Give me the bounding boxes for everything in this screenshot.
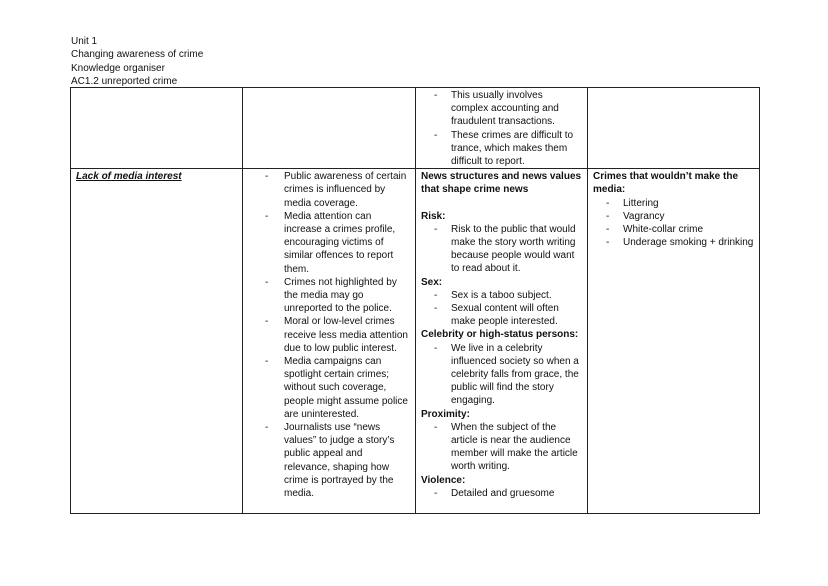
- dash-bullet: -: [265, 210, 269, 222]
- list-item-text: Media attention can increase a crimes profile, encouraging victims of similar offences to report them.: [284, 210, 396, 275]
- list-item-text: White-collar crime: [623, 224, 704, 236]
- violence-list: [421, 487, 582, 500]
- dash-bullet: -: [434, 421, 438, 433]
- list-item-text: Detailed and gruesome: [451, 487, 555, 499]
- knowledge-table: [70, 87, 760, 514]
- risk-list: [421, 223, 582, 276]
- dash-bullet: -: [434, 90, 438, 101]
- crimes-not-in-media-title: Crimes that wouldn’t make the media:: [593, 171, 739, 196]
- list-item: [421, 89, 582, 129]
- list-item-text: Vagrancy: [623, 210, 665, 222]
- list-item-text: Sex is a taboo subject.: [451, 289, 552, 301]
- dash-bullet: -: [606, 210, 610, 222]
- dash-bullet: -: [606, 197, 610, 209]
- list-item: [421, 302, 582, 328]
- list-item-text: Public awareness of certain crimes is influenced by media coverage.: [284, 171, 407, 209]
- list-item: [593, 236, 754, 249]
- dash-bullet: -: [606, 224, 610, 236]
- row1-col2: [243, 88, 416, 169]
- row-label: Lack of media interest: [76, 171, 182, 183]
- dash-bullet: -: [265, 276, 269, 288]
- dash-bullet: -: [434, 223, 438, 235]
- list-item-text: Moral or low-level crimes receive less media attention due to low public interest.: [284, 316, 408, 354]
- list-item: [248, 210, 410, 276]
- celebrity-list: [421, 342, 582, 408]
- list-item: [421, 223, 582, 276]
- row1-col3-list: [421, 89, 582, 168]
- row2-col3: [416, 169, 588, 514]
- list-item: [248, 421, 410, 500]
- list-item: [421, 421, 582, 474]
- row1-col1: [71, 88, 243, 169]
- section-heading-proximity: Proximity:: [421, 408, 470, 420]
- section-heading-risk: Risk:: [421, 210, 446, 222]
- dash-bullet: -: [606, 237, 610, 249]
- header-topic: Changing awareness of crime: [71, 49, 204, 61]
- section-heading-sex: Sex:: [421, 276, 443, 288]
- list-item: [421, 289, 582, 302]
- dash-bullet: -: [434, 129, 438, 141]
- header-criterion: AC1.2 unreported crime: [71, 76, 178, 88]
- table-row: [71, 169, 760, 514]
- list-item: [421, 487, 582, 500]
- header-doc-type: Knowledge organiser: [71, 62, 165, 74]
- row1-col3: [416, 88, 588, 169]
- list-item-text: Crimes not highlighted by the media may go unreported to the police.: [284, 276, 397, 315]
- document-header: [71, 35, 203, 89]
- dash-bullet: -: [265, 171, 269, 183]
- sex-list: [421, 289, 582, 329]
- dash-bullet: -: [265, 356, 269, 368]
- proximity-list: [421, 421, 582, 474]
- list-item-text: Risk to the public that would make the story worth writing because people would want to read about it.: [451, 223, 576, 275]
- list-item-text: Journalists use “news values” to judge a story’s public appeal and relevance, shaping how crime is portrayed by the media.: [284, 422, 395, 500]
- section-heading-violence: Violence:: [421, 474, 466, 486]
- list-item-text: When the subject of the article is near the audience member will make the article worth writing.: [451, 421, 578, 473]
- row2-col1: [71, 169, 243, 514]
- list-item: [248, 315, 410, 355]
- list-item: [421, 129, 582, 169]
- row2-col2: [243, 169, 416, 514]
- list-item: [593, 197, 754, 210]
- list-item: [593, 223, 754, 236]
- crimes-not-in-media-list: [593, 197, 754, 250]
- list-item-text: This usually involves complex accounting and fraudulent transactions.: [451, 90, 559, 128]
- dash-bullet: -: [434, 342, 438, 354]
- media-interest-list: [248, 170, 410, 500]
- list-item: [421, 342, 582, 408]
- dash-bullet: -: [434, 487, 438, 499]
- list-item-text: Sexual content will often make people interested.: [451, 303, 559, 328]
- list-item-text: These crimes are difficult to trance, which makes them difficult to report.: [451, 129, 574, 168]
- dash-bullet: -: [265, 422, 269, 434]
- list-item-text: We live in a celebrity influenced society so when a celebrity falls from grace, the public will find the story engaging.: [451, 342, 579, 407]
- list-item: [248, 170, 410, 210]
- list-item-text: Littering: [623, 197, 659, 209]
- list-item-text: Media campaigns can spotlight certain crimes; without such coverage, people might assume police are uninterested.: [284, 356, 408, 420]
- table-row: [71, 88, 760, 169]
- dash-bullet: -: [265, 316, 269, 328]
- list-item: [593, 210, 754, 223]
- list-item-text: Underage smoking + drinking: [623, 237, 754, 249]
- dash-bullet: -: [434, 289, 438, 301]
- row2-col4: [588, 169, 760, 514]
- section-heading-celebrity: Celebrity or high-status persons:: [421, 329, 579, 341]
- dash-bullet: -: [434, 303, 438, 315]
- row1-col4: [588, 88, 760, 169]
- list-item: [248, 355, 410, 421]
- news-values-title: News structures and news values that shape crime news: [421, 171, 582, 196]
- spacer: [421, 197, 582, 210]
- list-item: [248, 276, 410, 316]
- header-unit: Unit 1: [71, 36, 98, 47]
